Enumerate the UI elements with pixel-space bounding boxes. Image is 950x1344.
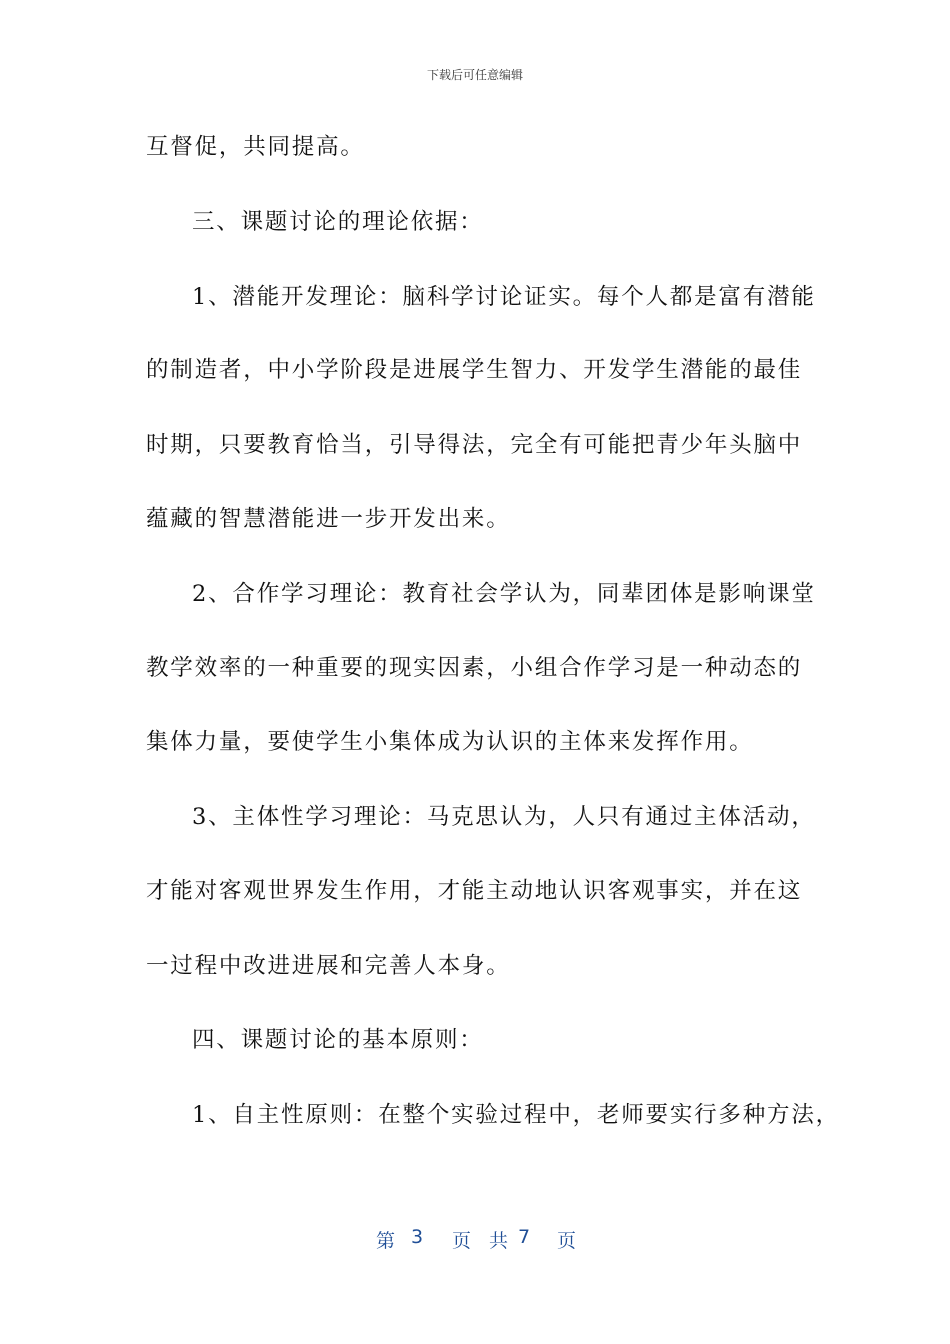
- text-line-4: [0, 354, 950, 386]
- text-line-14-content: 1、自主性原则：在整个实验过程中，老师要实行多种方法，: [192, 1102, 840, 1128]
- text-line-1-content: 互督促，共同提高。: [146, 134, 365, 160]
- text-line-7-content: 2、合作学习理论：教育社会学认为，同辈团体是影响课堂: [192, 581, 816, 607]
- text-line-9-content: 集体力量，要使学生小集体成为认识的主体来发挥作用。: [146, 729, 754, 755]
- section-heading-3-content: 三、课题讨论的理论依据：: [192, 209, 484, 235]
- section-heading-4: [0, 1024, 950, 1056]
- text-line-12-content: 一过程中改进进展和完善人本身。: [146, 953, 511, 979]
- text-line-8: [0, 652, 950, 684]
- text-line-4-content: 的制造者，中小学阶段是进展学生智力、开发学生潜能的最佳: [146, 357, 803, 383]
- text-line-8-content: 教学效率的一种重要的现实因素，小组合作学习是一种动态的: [146, 655, 803, 681]
- text-line-3-content: 1、潜能开发理论：脑科学讨论证实。每个人都是富有潜能: [192, 284, 816, 310]
- text-line-9: [0, 726, 950, 758]
- footer-total-pages: 7: [518, 1226, 531, 1248]
- footer-mid: 页 共: [452, 1230, 515, 1252]
- text-line-5: [0, 429, 950, 461]
- text-line-12: [0, 950, 950, 982]
- footer-page-number: 3: [411, 1226, 424, 1248]
- page-footer: [0, 1226, 950, 1252]
- footer-prefix: 第: [376, 1230, 396, 1252]
- text-line-10: [0, 801, 950, 833]
- text-line-10-content: 3、主体性学习理论：马克思认为，人只有通过主体活动，: [192, 804, 816, 830]
- page-header: 下载后可任意编辑: [426, 68, 523, 82]
- section-heading-4-content: 四、课题讨论的基本原则：: [192, 1027, 484, 1053]
- text-line-3: [0, 281, 950, 313]
- text-line-6: [0, 503, 950, 535]
- text-line-14: [0, 1099, 950, 1131]
- text-line-5-content: 时期，只要教育恰当，引导得法，完全有可能把青少年头脑中: [146, 432, 803, 458]
- footer-suffix: 页: [557, 1230, 577, 1252]
- text-line-11-content: 才能对客观世界发生作用，才能主动地认识客观事实，并在这: [146, 878, 803, 904]
- section-heading-3: [0, 206, 950, 238]
- text-line-6-content: 蕴藏的智慧潜能进一步开发出来。: [146, 506, 511, 532]
- text-line-11: [0, 875, 950, 907]
- text-line-7: [0, 578, 950, 610]
- text-line-1: [0, 131, 950, 163]
